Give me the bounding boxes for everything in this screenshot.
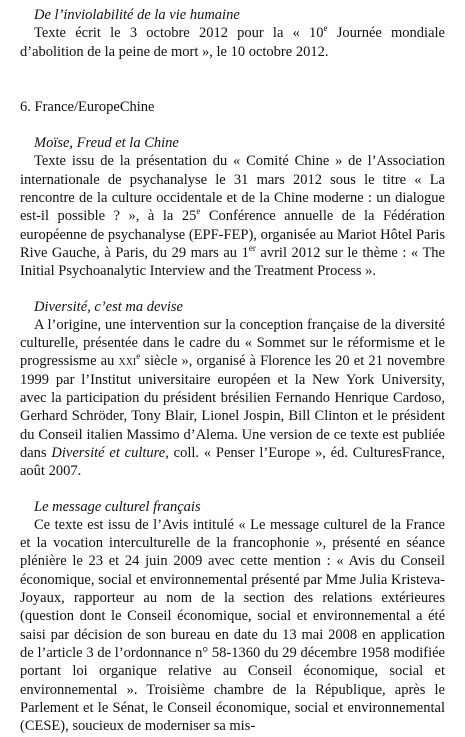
- entry-text-part: A l’origine, une intervention sur la conception française de la diversité culturelle, présentée dans le cadre du « Sommet sur le réformisme et le progressisme au: [20, 316, 445, 370]
- section-heading: 6. France/EuropeChine: [20, 98, 155, 115]
- spacer: [20, 116, 445, 134]
- document-page: [20, 6, 445, 735]
- spacer: [20, 61, 445, 98]
- spacer: [20, 281, 445, 298]
- entry-text-part: , coll. « Penser l’Europe », éd. CulturesFrance, août 2007.: [20, 444, 445, 480]
- entry-title-diversite: Diversité, c’est ma devise: [34, 298, 183, 315]
- entry-title-message: Le message culturel français: [34, 498, 201, 515]
- entry-text-inviolabilite: [20, 24, 445, 61]
- century-numeral: xxi: [118, 353, 137, 370]
- entry-text-part: Texte écrit le 3 octobre 2012 pour la « 10: [34, 25, 324, 42]
- entry-text-moise: [20, 152, 445, 280]
- book-title: Diversité et culture: [51, 444, 166, 461]
- entry-text-message: Ce texte est issu de l’Avis intitulé « Le message culturel de la France et la vocation interculturelle de la francophonie », présenté en séance plénière le 23 et 24 juin 2009 avec cette mention : « Avis du Conseil économique, social et environnemental présenté par Mme Julia Kristeva-Joyaux, rapporteur au nom de la section des relations extérieures (question dont le Conseil économique, social et environnemental a été saisi par décision de son bureau en date du 13 mai 2008 en application de l’article 3 de l’ordonnance n° 58-1360 du 29 décembre 1958 modifiée portant loi organique relative au Conseil économique, social et environnemental ». Troisième chambre de la République, après le Parlement et le Sénat, le Conseil économique, social et environnemental (CESE), soucieux de moderniser sa mis-: [20, 516, 445, 735]
- entry-text-part: avril 2012 sur le thème : « The Initial Psychoanalytic Interview and the Treatment Process ».: [20, 244, 445, 280]
- entry-text-part: Journée mondiale d’abolition de la peine de mort », le 10 octobre 2012.: [20, 25, 445, 60]
- entry-text-part: Conférence annuelle de la Fédération européenne de psychanalyse (EPF-FEP), organisée au Mariot Hôtel Paris Rive Gauche, à Paris, du 29 mars au 1: [20, 208, 445, 261]
- superscript: e: [136, 351, 141, 362]
- entry-title-inviolabilite: De l’inviolabilité de la vie humaine: [34, 7, 240, 23]
- superscript: er: [248, 243, 256, 254]
- superscript: e: [323, 23, 328, 34]
- entry-text-part: siècle », organisé à Florence les 20 et 21 novembre 1999 par l’Institut universitaire européen et la New York University, avec la participation du président brésilien Fernando Henrique Cardoso, Gerhard Schröder, Tony Blair, Lionel Jospin, Bill Clinton et le président du Conseil italien Massimo d’Alema. Une version de ce texte est publiée dans: [20, 353, 445, 461]
- entry-title-moise: Moïse, Freud et la Chine: [34, 135, 179, 152]
- entry-text-diversite: [20, 316, 445, 481]
- entry-text-part: Texte issu de la présentation du « Comité Chine » de l’Association internationale de psychanalyse le 31 mars 2012 sous le titre « La rencontre de la culture occidentale et de la Chine moderne : un dialogue est-il possible ? », à la 25: [20, 153, 445, 225]
- spacer: [20, 481, 445, 498]
- superscript: e: [196, 206, 201, 217]
